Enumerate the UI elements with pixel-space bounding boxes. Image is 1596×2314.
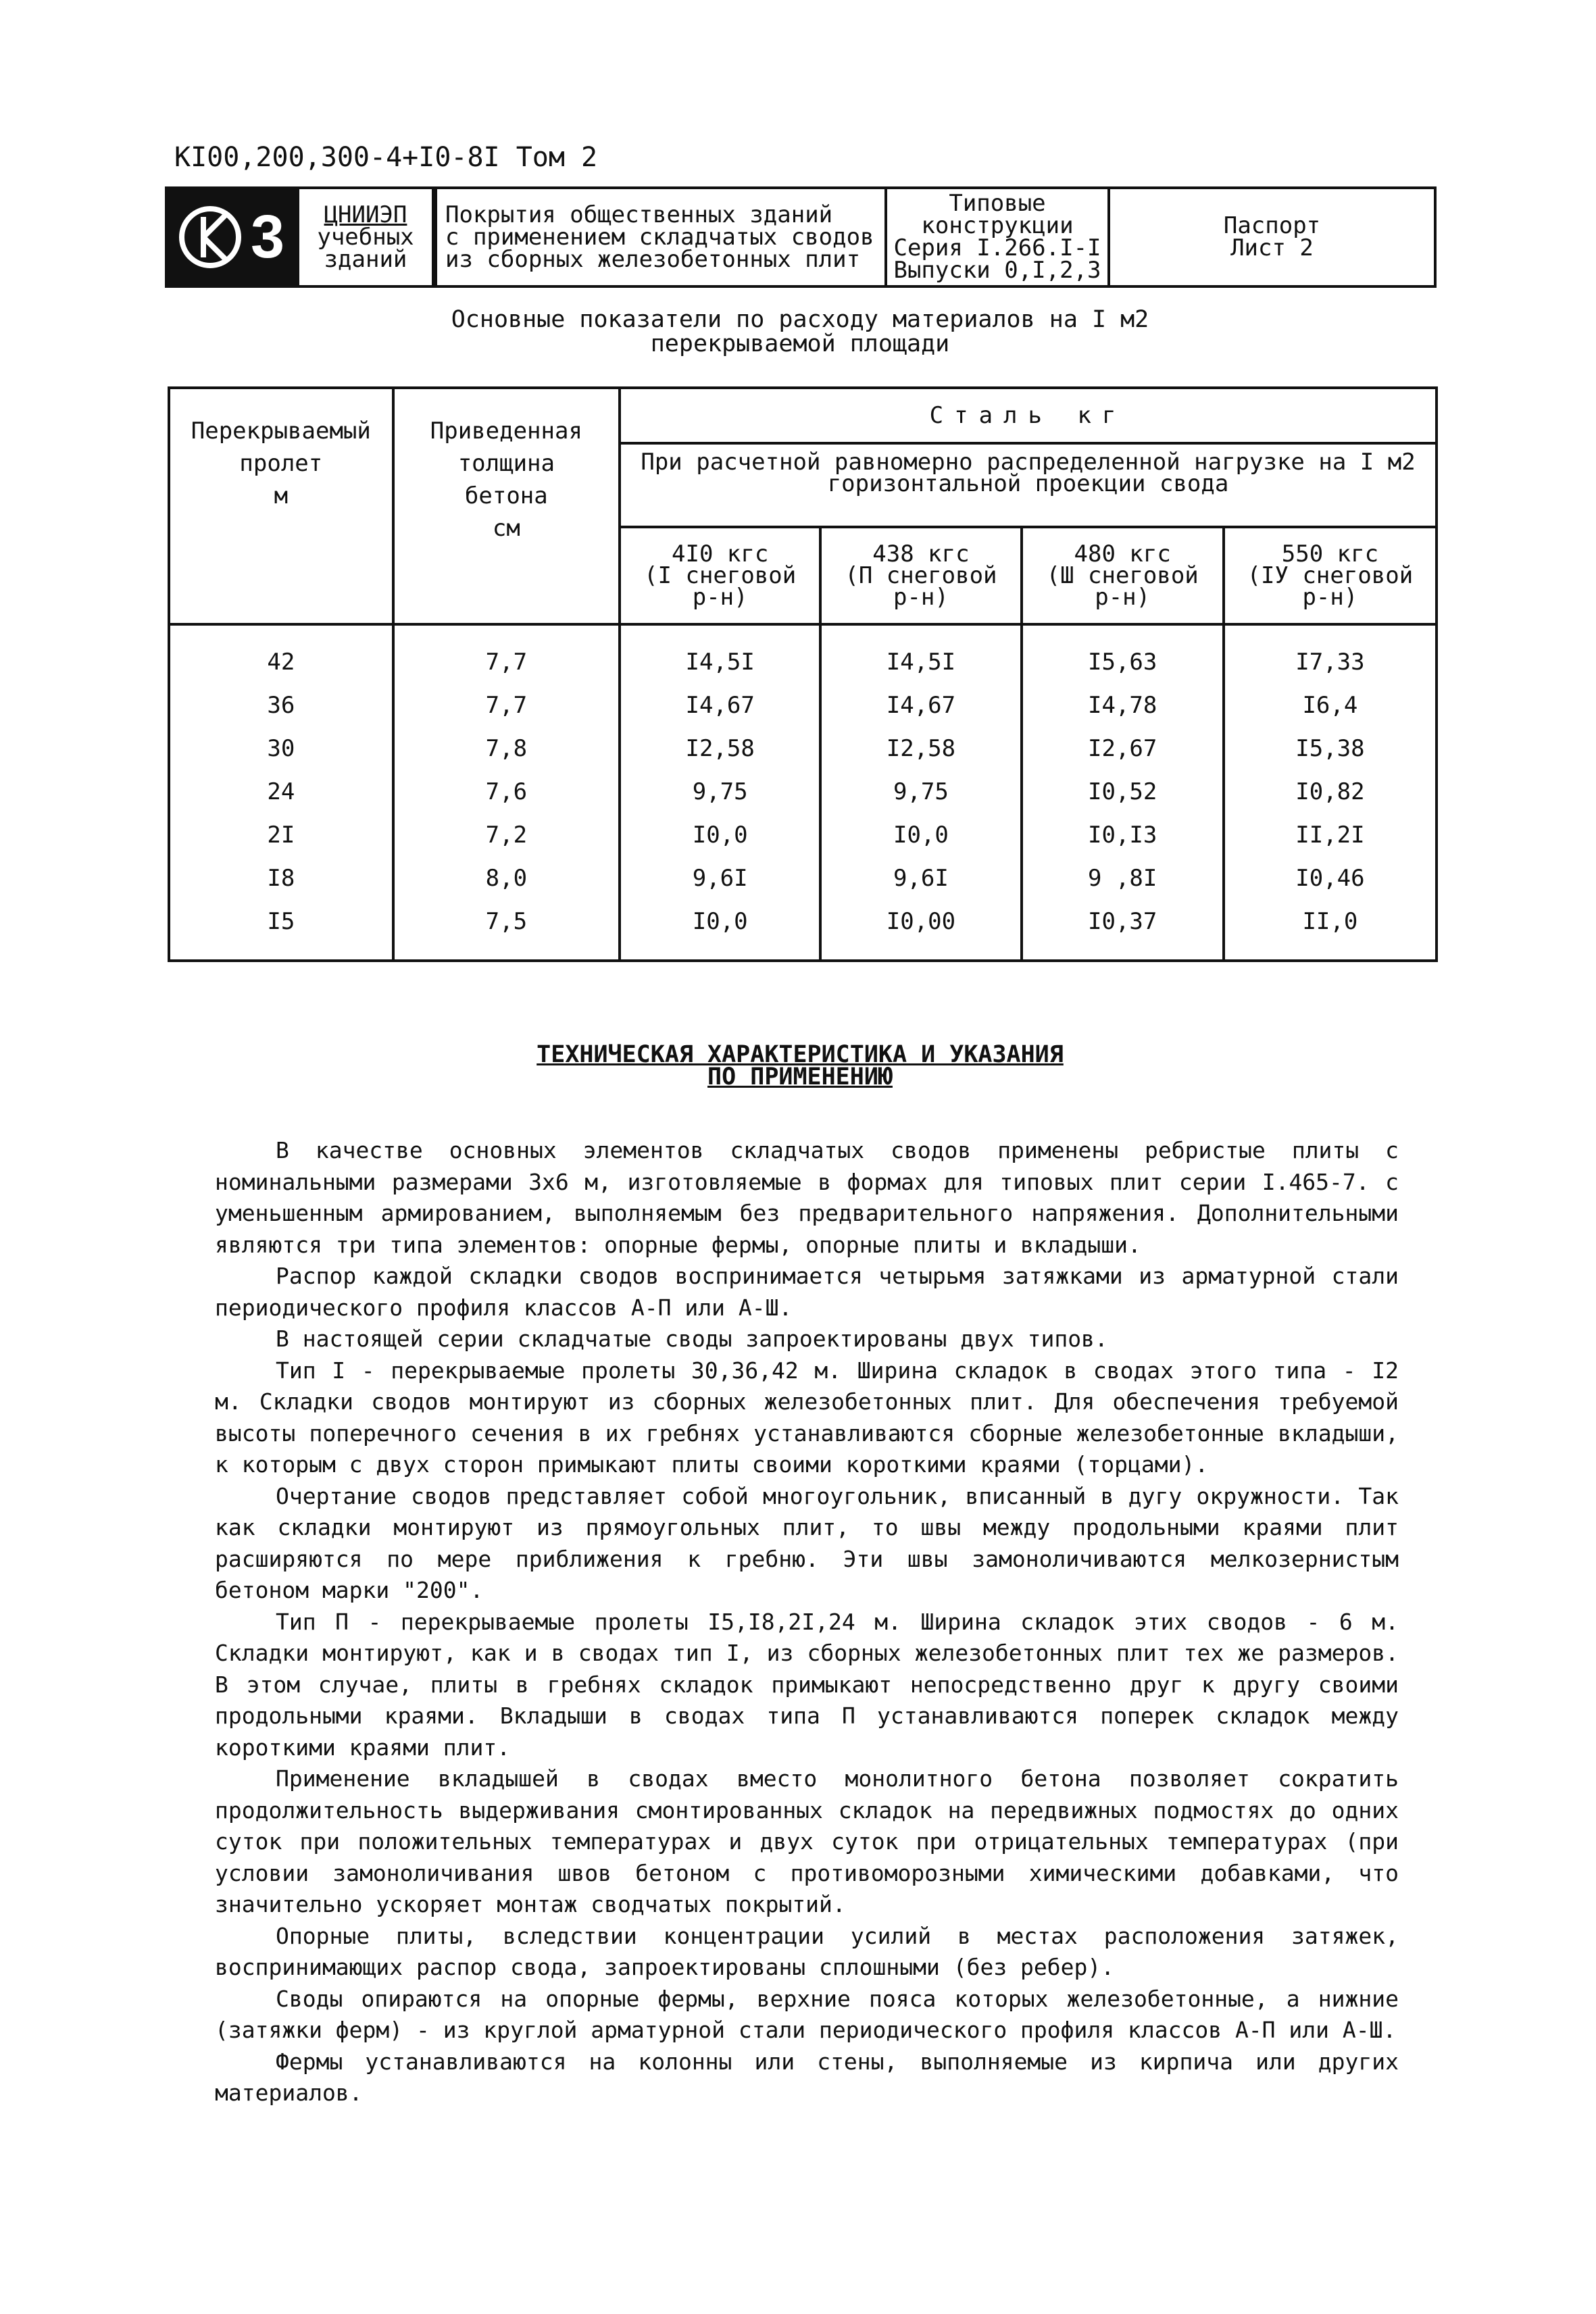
table-cell: 8,0 [393,857,620,900]
table-row [169,727,1437,770]
table-row [169,857,1437,900]
table-cell: 36 [169,684,393,727]
paragraph: В настоящей серии складчатые своды запроектированы двух типов. [276,1326,1108,1352]
table-cell: 30 [169,727,393,770]
sheet-line: Лист 2 [1230,234,1314,261]
paragraph: Распор каждой складки сводов воспринимается четырьмя затяжками из арматурной стали периодического профиля классов А-П или А-Ш. [215,1263,1399,1321]
section-heading-line: ПО ПРИМЕНЕНИЮ [707,1063,893,1090]
header-load-line: горизонтальной проекции свода [827,470,1229,497]
document-code: КI00,200,300-4+I0-8I Том 2 [174,142,598,173]
table-row [169,813,1437,857]
table-heading-line: перекрываемой площади [650,330,950,357]
title-line: из сборных железобетонных плит [445,245,861,273]
paragraph: Фермы устанавливаются на колонны или стены, выполняемые из кирпича или других материалов. [215,2048,1399,2106]
organization-cell [299,189,434,285]
series-line: Серия I.266.I-I [893,234,1101,261]
table-row [169,684,1437,727]
table-cell: I2,58 [620,727,820,770]
table-cell: 7,7 [393,624,620,684]
header-load-line: (IУ снеговой [1247,562,1414,589]
header-thickness [393,388,620,624]
series-line: Выпуски 0,I,2,3 [893,257,1101,284]
header-span-line: пролет [239,450,323,477]
material-consumption-table [168,386,1438,962]
paragraph: Тип П - перекрываемые пролеты I5,I8,2I,24 м. Ширина складок этих сводов - 6 м. Складки монтируют, как и в сводах тип I, из сборных железобетонных плит тех же размеров. В этом случае, плиты в гребнях складок примыкают непосредственно друг к другу своими продольными краями. Вкладыши в сводах типа П устанавливаются поперек складок между короткими краями плит. [215,1608,1399,1761]
title-block [165,186,1437,288]
title-line: с применением складчатых сводов [445,223,874,251]
table-cell: I0,37 [1022,900,1224,961]
table-cell: 7,2 [393,813,620,857]
paragraph: Применение вкладышей в сводах вместо монолитного бетона позволяет сократить продолжительность выдерживания смонтированных складок на передвижных подмостях до одних суток при положительных температурах и двух суток при отрицательных температурах (при условии замоноличивания швов бетоном с противоморозными химическими добавками, что значительно ускоряет монтаж сводчатых покрытий. [215,1765,1399,1917]
table-cell: 9,6I [620,857,820,900]
table-cell: 7,7 [393,684,620,727]
header-thickness-line: толщина [457,450,555,477]
table-cell: I4,5I [620,624,820,684]
header-load-line: 550 кгс [1281,540,1379,568]
title-line: Покрытия общественных зданий [445,201,833,228]
header-load-line: р-н) [1095,584,1151,611]
header-load-region-1 [620,527,820,624]
header-thickness-line: см [492,515,520,542]
table-cell: 7,5 [393,900,620,961]
sheet-cell [1110,189,1434,285]
table-cell: I0,46 [1224,857,1437,900]
table-row [169,770,1437,813]
table-row [169,900,1437,961]
header-load-line: 438 кгс [872,540,970,568]
project-title-cell [434,189,887,285]
series-cell [887,189,1110,285]
header-load-line: р-н) [1302,584,1358,611]
table-body [169,624,1437,961]
header-load-line: (I снеговой [644,562,797,589]
table-cell: I0,0 [620,813,820,857]
paragraph: Очертание сводов представляет собой многоугольник, вписанный в дугу окружности. Так как складки монтируют из прямоугольных плит, то швы между продольными краями плит расширяются по мере приближения к гребню. Эти швы замоноличиваются мелкозернистым бетоном марки "200". [215,1482,1399,1603]
paragraph: В качестве основных элементов складчатых сводов применены ребристые плиты с номинальными размерами 3х6 м, изготовляемые в формах для типовых плит серии I.465-7. с уменьшенным армированием, выполняемым без предварительного напряжения. Дополнительными являются три типа элементов: опорные фермы, опорные плиты и вкладыши. [215,1137,1399,1258]
table-cell: I0,0 [820,813,1021,857]
paragraph: Тип I - перекрываемые пролеты 30,36,42 м. Ширина складок в сводах этого типа - I2 м. Складки сводов монтируют из сборных железобетонных плит. Для обеспечения требуемой высоты поперечного сечения в их гребнях устанавливаются сборные железобетонные вкладыши, к которым с двух сторон примыкают плиты своими короткими краями (торцами). [215,1357,1399,1478]
table-cell: I0,00 [820,900,1021,961]
header-load-line: р-н) [692,584,748,611]
header-load-region-4 [1224,527,1437,624]
table-cell: 9,75 [820,770,1021,813]
table-cell: I0,52 [1022,770,1224,813]
table-cell: I0,82 [1224,770,1437,813]
table-row [169,624,1437,684]
table-cell: I2,58 [820,727,1021,770]
ck-logo-icon [173,193,295,281]
header-thickness-line: бетона [464,482,548,509]
header-span-line: Перекрываемый [191,418,371,445]
header-load-region-3 [1022,527,1224,624]
series-line: Типовые [949,190,1046,217]
table-heading-line: Основные показатели по расходу материалов на I м2 [451,306,1149,333]
table-cell: II,2I [1224,813,1437,857]
sheet-line: Паспорт [1223,212,1321,239]
header-load-region-2 [820,527,1021,624]
header-load-line: р-н) [893,584,949,611]
header-thickness-line: Приведенная [430,418,582,445]
header-load-line: (П снеговой [845,562,997,589]
table-cell: I4,78 [1022,684,1224,727]
header-load-line: При расчетной равномерно распределенной нагрузке на I м2 [641,449,1416,476]
table-cell: 2I [169,813,393,857]
org-line-2: учебных зданий [317,223,414,273]
organization-logo [168,189,299,285]
paragraph: Своды опираются на опорные фермы, верхние пояса которых железобетонные, а нижние (затяжки ферм) - из круглой арматурной стали периодического профиля классов А-П или А-Ш. [215,1985,1399,2043]
header-span-line: м [274,482,289,509]
table-cell: I4,67 [620,684,820,727]
table-cell: I5,63 [1022,624,1224,684]
header-load-line: 4I0 кгс [672,540,769,568]
table-cell: 9 ,8I [1022,857,1224,900]
table-cell: I0,0 [620,900,820,961]
table-cell: I7,33 [1224,624,1437,684]
table-cell: 9,75 [620,770,820,813]
header-steel: Сталь кг [620,388,1437,443]
table-cell: I8 [169,857,393,900]
header-load-line: 480 кгс [1074,540,1171,568]
table-cell: 42 [169,624,393,684]
table-cell: 7,6 [393,770,620,813]
paragraph: Опорные плиты, вследствии концентрации усилий в местах расположения затяжек, воспринимающих распор свода, запроектированы сплошными (без ребер). [215,1922,1399,1980]
header-load [620,443,1437,527]
table-cell: I5,38 [1224,727,1437,770]
header-span [169,388,393,624]
table-heading [165,307,1435,356]
header-load-line: (Ш снеговой [1046,562,1199,589]
table-cell: I2,67 [1022,727,1224,770]
table-cell: I0,I3 [1022,813,1224,857]
table-cell: 24 [169,770,393,813]
logo-number: 3 [250,203,284,271]
table-cell: 7,8 [393,727,620,770]
series-line: конструкции [921,212,1074,239]
org-line-1: ЦНИИЭП [324,201,407,228]
table-cell: I4,5I [820,624,1021,684]
section-heading [165,1041,1435,1090]
table-cell: I5 [169,900,393,961]
table-cell: I4,67 [820,684,1021,727]
table-cell: I6,4 [1224,684,1437,727]
technical-description [215,1135,1399,2109]
table-cell: 9,6I [820,857,1021,900]
section-heading-line: ТЕХНИЧЕСКАЯ ХАРАКТЕРИСТИКА И УКАЗАНИЯ [537,1041,1064,1068]
table-cell: II,0 [1224,900,1437,961]
